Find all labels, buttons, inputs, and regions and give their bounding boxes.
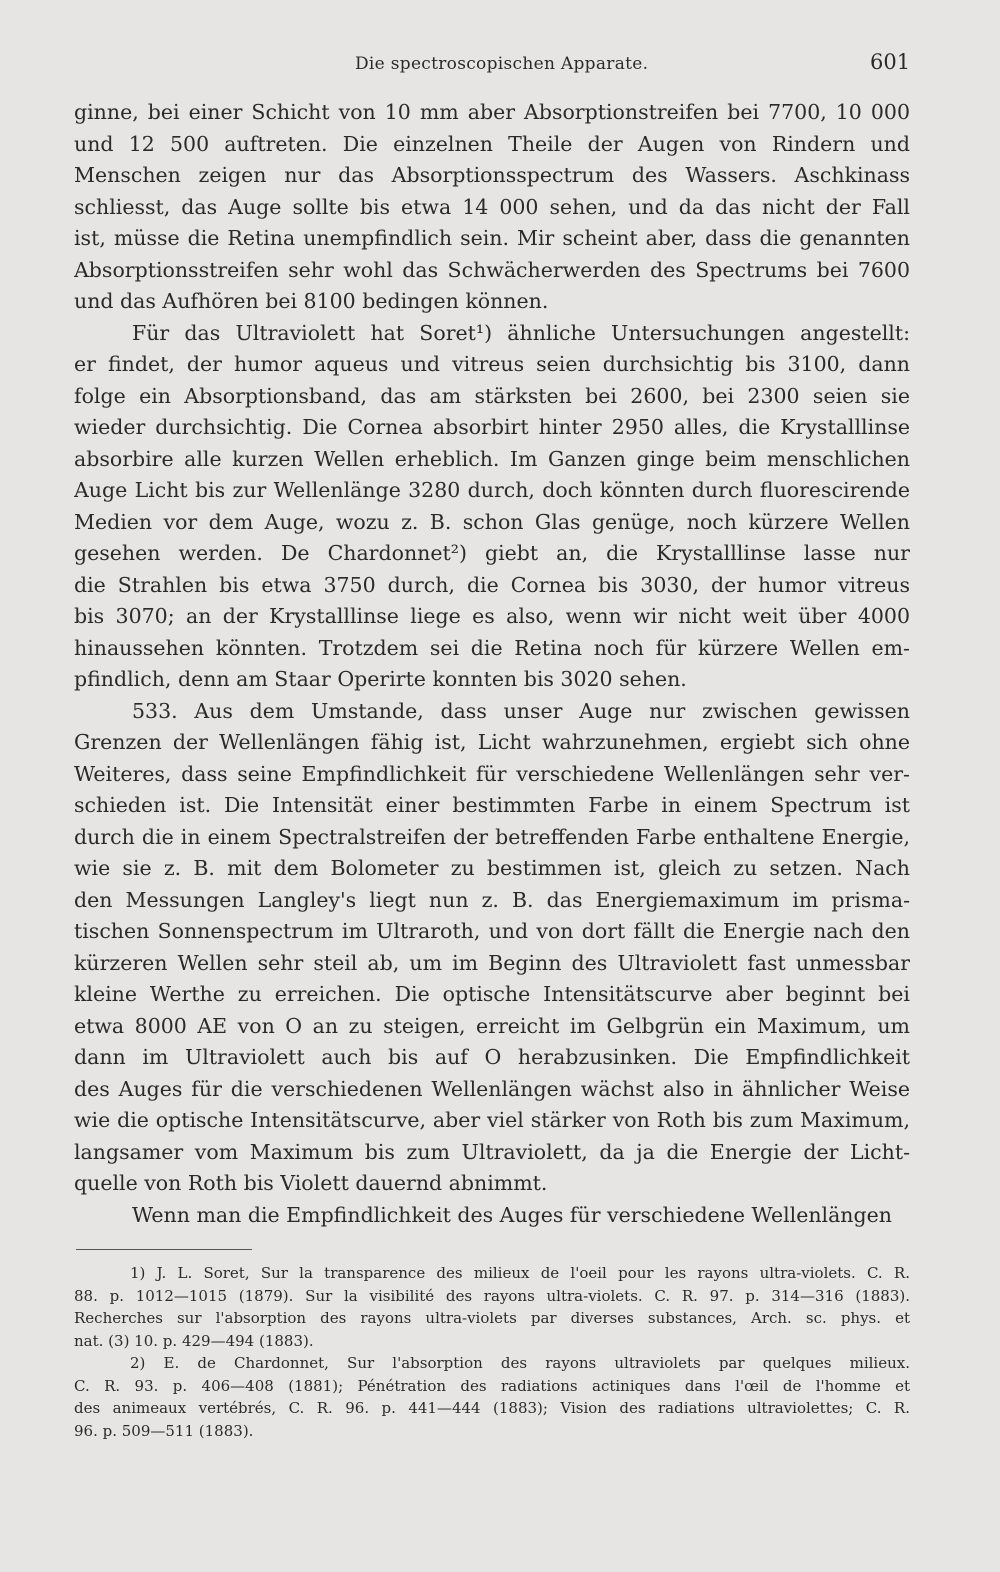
text-line: Auge Licht bis zur Wellenlänge 3280 durch, doch könnten durch fluorescirende bbox=[74, 478, 910, 502]
footnote-line: 1) J. L. Soret, Sur la transparence des milieux de l'oeil pour les rayons ultra-violets. C. R. bbox=[130, 1264, 910, 1282]
text-line: des Auges für die verschiedenen Wellenlängen wächst also in ähnlicher Weise bbox=[74, 1076, 910, 1101]
text-line: Wenn man die Empfindlichkeit des Auges für verschiedene Wellenlängen bbox=[132, 1202, 892, 1227]
text-line: schieden ist. Die Intensität einer bestimmten Farbe in einem Spectrum ist bbox=[74, 793, 910, 817]
text-line: und 12 500 auftreten. Die einzelnen Theile der Augen von Rindern und bbox=[74, 131, 910, 156]
footnote-line: nat. (3) 10. p. 429—494 (1883). bbox=[74, 1331, 314, 1350]
body-text bbox=[74, 97, 910, 1231]
text-line: schliesst, das Auge sollte bis etwa 14 000 sehen, und da das nicht der Fall bbox=[74, 194, 910, 219]
text-line: Weiteres, dass seine Empfindlichkeit für verschiedene Wellenlängen sehr ver- bbox=[74, 761, 910, 786]
text-line: kleine Werthe zu erreichen. Die optische Intensitätscurve aber beginnt bei bbox=[74, 982, 910, 1006]
text-line: kürzeren Wellen sehr steil ab, um im Beginn des Ultraviolett fast unmessbar bbox=[74, 950, 910, 975]
text-line: Menschen zeigen nur das Absorptionsspectrum des Wassers. Aschkinass bbox=[74, 163, 910, 187]
text-line: ginne, bei einer Schicht von 10 mm aber Absorptionstreifen bei 7700, 10 000 bbox=[74, 100, 910, 124]
footnotes bbox=[74, 1262, 910, 1442]
text-line: den Messungen Langley's liegt nun z. B. das Energiemaximum im prisma- bbox=[74, 887, 910, 912]
section-start-line: 533. Aus dem Umstande, dass unser Auge nur zwischen gewissen bbox=[132, 698, 910, 723]
page-header bbox=[0, 50, 1000, 80]
text-line: hinaussehen könnten. Trotzdem sei die Retina noch für kürzere Wellen em- bbox=[74, 635, 910, 660]
running-title: Die spectroscopischen Apparate. bbox=[355, 54, 649, 74]
text-line: gesehen werden. De Chardonnet²) giebt an, die Krystalllinse lasse nur bbox=[74, 541, 910, 565]
text-line: die Strahlen bis etwa 3750 durch, die Cornea bis 3030, der humor vitreus bbox=[74, 572, 910, 597]
text-line: absorbire alle kurzen Wellen erheblich. Im Ganzen ginge beim menschlichen bbox=[74, 446, 910, 471]
text-line: bis 3070; an der Krystalllinse liege es also, wenn wir nicht weit über 4000 bbox=[74, 604, 910, 628]
text-line: Für das Ultraviolett hat Soret¹) ähnliche Untersuchungen angestellt: bbox=[132, 320, 910, 345]
text-line: quelle von Roth bis Violett dauernd abnimmt. bbox=[74, 1171, 548, 1195]
footnote-line: des animeaux vertébrés, C. R. 96. p. 441—444 (1883); Vision des radiations ultraviolettes; C. R. bbox=[74, 1399, 910, 1417]
footnote-line: Recherches sur l'absorption des rayons ultra-violets par diverses substances, Arch. sc. phys. et bbox=[74, 1309, 910, 1327]
text-line: wie sie z. B. mit dem Bolometer zu bestimmen ist, gleich zu setzen. Nach bbox=[74, 856, 910, 880]
text-line: wie die optische Intensitätscurve, aber viel stärker von Roth bis zum Maximum, bbox=[74, 1108, 910, 1132]
text-line: langsamer vom Maximum bis zum Ultraviolett, da ja die Energie der Licht- bbox=[74, 1139, 910, 1164]
text-line: folge ein Absorptionsband, das am stärksten bei 2600, bei 2300 seien sie bbox=[74, 383, 910, 408]
text-line: er findet, der humor aqueus und vitreus seien durchsichtig bis 3100, dann bbox=[74, 352, 910, 376]
footnote-line: 2) E. de Chardonnet, Sur l'absorption des rayons ultraviolets par quelques milieux. bbox=[130, 1354, 910, 1372]
footnote-line: 88. p. 1012—1015 (1879). Sur la visibilité des rayons ultra-violets. C. R. 97. p. 314—316 (1883). bbox=[74, 1286, 910, 1305]
footnote-divider bbox=[76, 1249, 252, 1250]
page-number: 601 bbox=[870, 50, 911, 74]
text-line: und das Aufhören bei 8100 bedingen können. bbox=[74, 289, 549, 313]
text-line: etwa 8000 AE von O an zu steigen, erreicht im Gelbgrün ein Maximum, um bbox=[74, 1013, 910, 1038]
footnote-line: 96. p. 509—511 (1883). bbox=[74, 1421, 254, 1440]
text-line: Absorptionsstreifen sehr wohl das Schwächerwerden des Spectrums bei 7600 bbox=[74, 257, 910, 282]
text-line: Grenzen der Wellenlängen fähig ist, Licht wahrzunehmen, ergiebt sich ohne bbox=[74, 730, 910, 754]
footnote-line: C. R. 93. p. 406—408 (1881); Pénétration des radiations actiniques dans l'œil de l'homme et bbox=[74, 1376, 910, 1395]
text-line: ist, müsse die Retina unempfindlich sein. Mir scheint aber, dass die genannten bbox=[74, 226, 910, 250]
text-line: dann im Ultraviolett auch bis auf O herabzusinken. Die Empfindlichkeit bbox=[74, 1045, 910, 1069]
text-line: pfindlich, denn am Staar Operirte konnten bis 3020 sehen. bbox=[74, 667, 687, 691]
text-line: tischen Sonnenspectrum im Ultraroth, und von dort fällt die Energie nach den bbox=[74, 919, 910, 943]
text-line: wieder durchsichtig. Die Cornea absorbirt hinter 2950 alles, die Krystalllinse bbox=[74, 415, 910, 439]
text-line: durch die in einem Spectralstreifen der betreffenden Farbe enthaltene Energie, bbox=[74, 824, 910, 849]
text-line: Medien vor dem Auge, wozu z. B. schon Glas genüge, noch kürzere Wellen bbox=[74, 509, 910, 534]
